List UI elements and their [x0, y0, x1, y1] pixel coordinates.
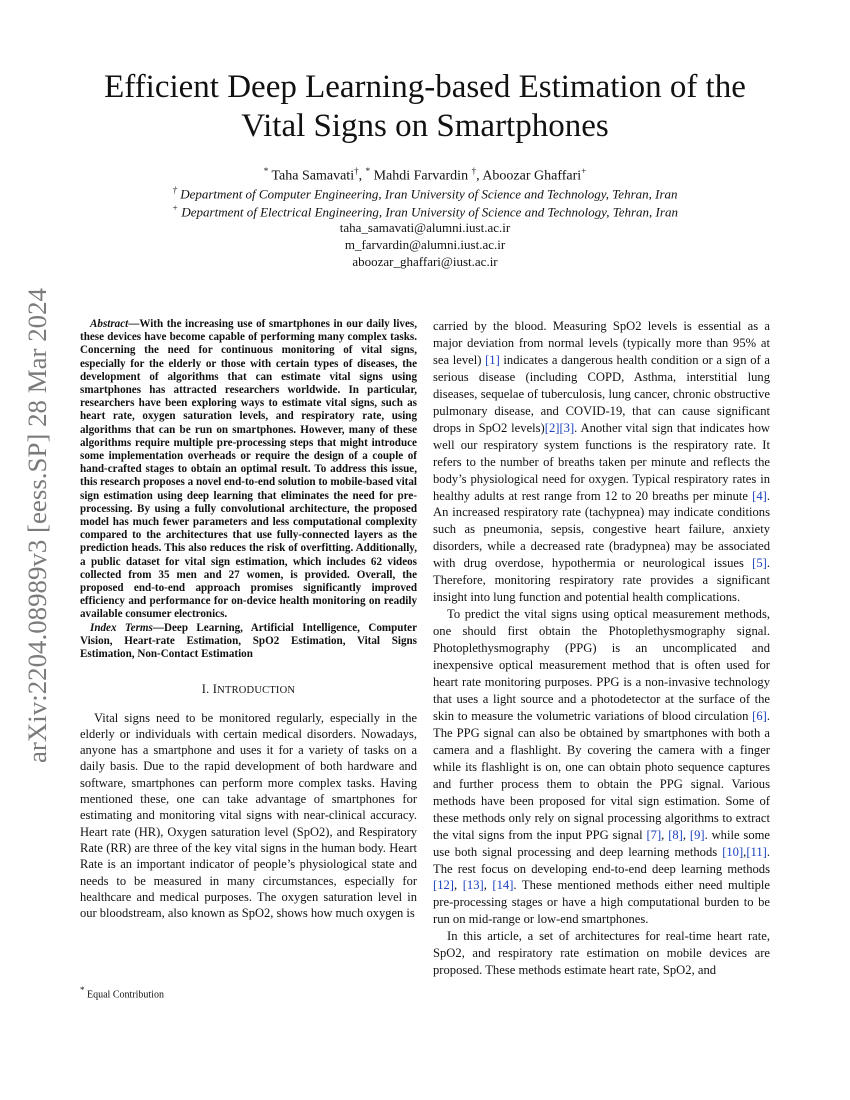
arxiv-side-stamp: [22, 288, 54, 763]
abstract-text: —With the increasing use of smartphones in our daily lives, these devices have become capable of performing many complex tasks. Concerning the need for continuous monitoring of vital signs, especially for the elderly or those with certain types of diseases, the development of algorithms that can estimate vital signs using smartphones has attracted researchers worldwide. In particular, researchers have been exploring ways to estimate vital signs, such as heart rate, oxygen saturation levels, and respiratory rate, using algorithms that can be run on smartphones. However, many of these algorithms require multiple pre-processing steps that might introduce some implementation overheads or require the design of a couple of hand-crafted stages to obtain an optimal result. To address this issue, this research proposes a novel end-to-end solution to mobile-based vital sign estimation using deep learning that eliminates the need for pre-processing. By using a fully convolutional architecture, the proposed model has much fewer parameters and less computational complexity compared to the architectures that use fully-connected layers as the prediction heads. This also reduces the risk of overfitting. Additionally, a public dataset for vital sign estimation, which includes 62 videos collected from 35 men and 27 women, is provided. Overall, the proposed end-to-end approach promises significantly improved efficiency and performance for on-device health monitoring on readily available consumer electronics.: [80, 318, 417, 621]
author1-affil-mark: †: [354, 166, 359, 176]
text-run: carried by the blood. Measuring SpO2 levels is essential as a major deviation from normal levels (typically more than 95% at sea level): [433, 319, 770, 367]
text-run: . The rest focus on developing end-to-end deep learning methods: [433, 844, 770, 876]
paper-title: Efficient Deep Learning-based Estimation of the Vital Signs on Smartphones: [104, 69, 746, 144]
text-run: To predict the vital signs using optical measurement methods, one should first obtain the Photoplethysmography signal. Photoplethysmography (PPG) is an uncomplicated and inexpensive optical measurement method that is often used for heart rate monitoring purposes. PPG is a non-invasive technology that uses a light source and a photodetector at the surface of the skin to measure the volumetric variations of blood circulation: [433, 607, 770, 723]
citation-12[interactable]: [12]: [433, 878, 454, 893]
section-first-letter: I: [212, 682, 218, 697]
intro-paragraph-1: Vital signs need to be monitored regularly, especially in the elderly or individuals with certain medical disorders. Nowadays, anyone has a smartphone and uses it for a variety of tasks on a daily basis. Due to the rapid development of both hardware and software, smartphones can perform more complex tasks. Having mentioned these, one can take advantage of smartphones for estimating and monitoring vital signs with near-clinical accuracy. Heart rate (HR), Oxygen saturation level (SpO2), and Respiratory Rate (RR) are three of the key vital signs in the human body. Heart Rate is an important indicator of people’s physiological state and needs to be measured in many circumstances, especially for healthcare and medical purposes. The oxygen saturation level in our bloodstream, also known as SpO2, shows how much oxygen is: [80, 710, 417, 921]
citation-4[interactable]: [4]: [752, 488, 767, 503]
right-column: [433, 318, 770, 979]
footnote: [80, 985, 164, 1000]
footnote-mark: *: [80, 985, 85, 995]
citation-13[interactable]: [13]: [462, 878, 484, 893]
citation-14[interactable]: [14]: [492, 878, 514, 893]
text-run: . while some use both signal processing and deep learning methods: [433, 827, 771, 859]
arxiv-stamp-text: arXiv:2204.08989v3 [eess.SP] 28 Mar 2024: [23, 303, 52, 763]
citation-2[interactable]: [2]: [544, 420, 560, 435]
citation-7[interactable]: [7]: [646, 827, 662, 842]
author3-name: Aboozar Ghaffari: [482, 168, 582, 184]
citation-1[interactable]: [1]: [485, 352, 500, 367]
intro-paragraph-2: To predict the vital signs using optical measurement methods, one should first obtain the Photoplethysmography signal. Photoplethysmography (PPG) is an uncomplicated and inexpensive optical measurement method that is often used for heart rate monitoring purposes. PPG is a non-invasive technology that uses a light source and a photodetector at the surface of the skin to measure the volumetric variations of blood circulation [6]. The PPG signal can also be obtained by smartphones with both a camera and a flashlight. By covering the camera with a finger while its flashlight is on, one can obtain photo sequence captures and further process them to obtain the PPG signal. Various methods have been proposed for vital sign estimation. Some of these methods only rely on signal processing algorithms to extract the vital signs from the input PPG signal [7], [8], [9]. while some use both signal processing and deep learning methods [10],[11]. The rest focus on developing end-to-end deep learning methods [12], [13], [14]. These mentioned methods either need multiple pre-processing stages or have a high computational burden to be run on mid-range or low-end smartphones.: [433, 607, 771, 927]
author2-name: Mahdi Farvardin: [373, 168, 469, 184]
author1-name: Taha Samavati: [271, 168, 355, 184]
intro-paragraph-3: In this article, a set of architectures for real-time heart rate, SpO2, and respiratory rate estimation on mobile devices are proposed. These methods estimate heart rate, SpO2, and: [433, 929, 770, 978]
citation-5[interactable]: [5]: [752, 556, 767, 571]
author1-equal-mark: *: [263, 166, 269, 176]
affiliation-electrical-eng: [90, 203, 760, 220]
email-1: taha_samavati@alumni.iust.ac.ir: [339, 220, 511, 235]
citation-8[interactable]: [8]: [668, 827, 683, 842]
citation-11[interactable]: [11]: [746, 844, 767, 859]
section-heading-introduction: [80, 681, 417, 699]
affil-plus-text: Department of Electrical Engineering, Iran University of Science and Technology, Tehran, Iran: [181, 204, 678, 220]
abstract: [80, 318, 417, 622]
index-terms-text: —Deep Learning, Artificial Intelligence, Computer Vision, Heart-rate Estimation, SpO2 Estimation, Vital Signs Estimation, Non-Contact Estimation: [80, 621, 417, 661]
section-rest: NTRODUCTION: [217, 685, 296, 697]
footnote-text: Equal Contribution: [87, 989, 164, 1001]
affil-dagger-mark: †: [172, 185, 177, 195]
text-run: . Therefore, monitoring respiratory rate provides a significant insight into lung function and potential health complications.: [433, 556, 770, 605]
author3-affil-mark: +: [581, 166, 587, 176]
affil-dagger-text: Department of Computer Engineering, Iran University of Science and Technology, Tehran, Iran: [180, 186, 678, 202]
text-run: indicates a dangerous health condition or a sign of a serious disease (including COPD, Asthma, interstitial lung diseases, sequelae of tuberculosis, lung cancer, chronic obstructive pulmonary disease, and COVID-19, that can cause significant drops in SpO2 levels): [433, 352, 770, 435]
abstract-lead: Abstract: [90, 318, 129, 330]
text-run: . An increased respiratory rate (tachypnea) may indicate conditions such as pneumonia, sepsis, congestive heart failure, anxiety disorders, while a decreased rate (bradypnea) may be associated with drug overdose, hypothermia or neurological issues: [433, 488, 770, 571]
index-terms: [80, 622, 417, 662]
index-terms-lead: Index Terms: [90, 621, 153, 634]
author2-affil-mark: †: [471, 166, 477, 176]
left-column: [80, 318, 417, 921]
email-3: aboozar_ghaffari@iust.ac.ir: [352, 254, 498, 269]
email-2: m_farvardin@alumni.iust.ac.ir: [344, 237, 506, 252]
citation-3[interactable]: [3]: [559, 420, 575, 435]
text-run: . The PPG signal can also be obtained by smartphones with both a camera and a flashlight. By covering the camera with a finger while its flashlight is on, one can obtain photo sequence captures and further process them to obtain the PPG signal. Various methods have been proposed for vital sign estimation. Some of these methods only rely on signal processing algorithms to extract the vital signs from the input PPG signal: [433, 708, 770, 842]
affiliation-computer-eng: [90, 185, 760, 202]
section-numeral: I.: [201, 682, 213, 697]
text-run: . These mentioned methods either need multiple pre-processing stages or have a high computational burden to be run on mid-range or low-end smartphones.: [433, 878, 771, 927]
affil-plus-mark: +: [172, 203, 179, 213]
author2-equal-mark: *: [365, 166, 371, 176]
citation-10[interactable]: [10]: [722, 844, 744, 859]
author-line: * Taha Samavati†, * Mahdi Farvardin †, Aboozar Ghaffari+: [263, 166, 587, 184]
intro-paragraph-1-continued: [433, 318, 770, 606]
text-run: . Another vital sign that indicates how well our respiratory system functions is the respiratory rate. It refers to the number of breaths taken per minute and reflects the body’s physiological need for oxygen. Typical respiratory rates in healthy adults at rest range from 12 to 20 breaths per minute: [433, 420, 770, 503]
citation-6[interactable]: [6]: [752, 708, 767, 723]
citation-9[interactable]: [9]: [689, 827, 705, 842]
